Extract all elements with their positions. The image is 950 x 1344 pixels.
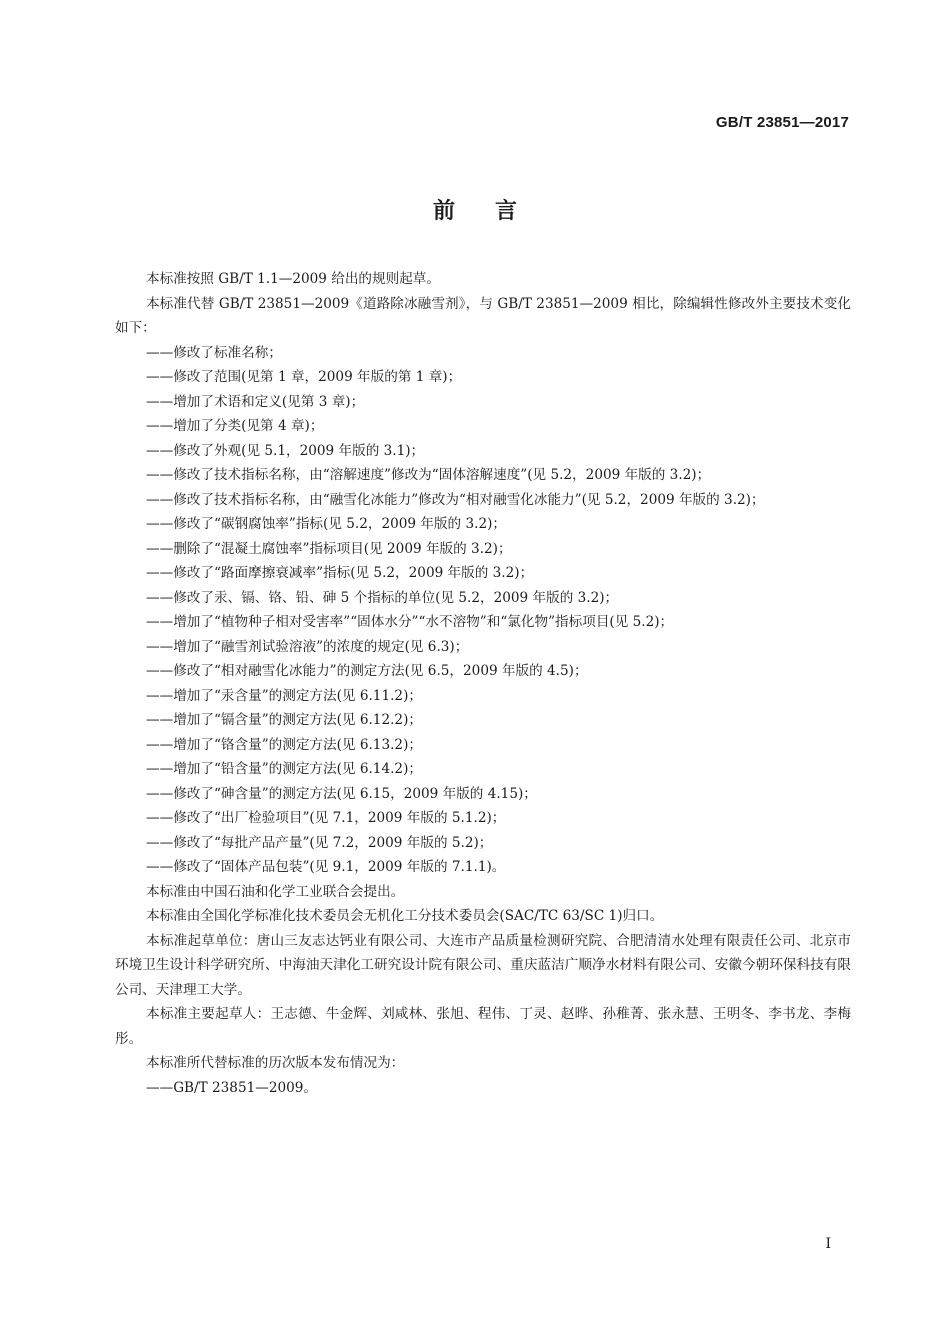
page-title: 前言 (432, 199, 557, 224)
list-item: ——增加了“镉含量”的测定方法(见 6.12.2)； (146, 712, 422, 728)
list-item: ——修改了“砷含量”的测定方法(见 6.15，2009 年版的 4.15)； (146, 785, 537, 802)
list-item: ——修改了“出厂检验项目”(见 7.1，2009 年版的 5.1.2)； (146, 810, 506, 826)
list-item: ——修改了汞、镉、铬、铅、砷 5 个指标的单位(见 5.2，2009 年版的 3.2)； (146, 589, 619, 606)
changes-list (115, 341, 851, 880)
list-item: ——修改了“路面摩擦衰减率”指标(见 5.2，2009 年版的 3.2)； (146, 565, 534, 581)
paragraph: 本标准主要起草人：王志德、牛金辉、刘咸林、张旭、程伟、丁灵、赵晔、孙稚菁、张永慧、王明冬、李书龙、李梅彤。 (115, 1006, 851, 1047)
list-item: ——增加了“铅含量”的测定方法(见 6.14.2)； (146, 761, 422, 777)
paragraph: 本标准由中国石油和化学工业联合会提出。 (146, 883, 405, 900)
list-item: ——增加了“融雪剂试验溶液”的浓度的规定(见 6.3)； (146, 638, 469, 655)
paragraph: 本标准所代替标准的历次版本发布情况为： (146, 1055, 405, 1071)
list-item: ——增加了分类(见第 4 章)； (146, 418, 324, 434)
list-item: ——修改了“碳钢腐蚀率”指标(见 5.2，2009 年版的 3.2)； (146, 516, 506, 532)
list-item: ——增加了“汞含量”的测定方法(见 6.11.2)； (146, 687, 422, 704)
list-item: ——修改了“固体产品包装”(见 9.1，2009 年版的 7.1.1)。 (146, 859, 506, 875)
paragraph: 本标准起草单位：唐山三友志达钙业有限公司、大连市产品质量检测研究院、合肥清清水处理有限责任公司、北京市环境卫生设计科学研究所、中海油天津化工研究设计院有限公司、重庆蓝洁广顺净水材料有限公司、安徽今朝环保科技有限公司、天津理工大学。 (115, 932, 851, 998)
list-item: ——增加了“植物种子相对受害率”“固体水分”“水不溶物”和“氯化物”指标项目(见 5.2)； (146, 614, 674, 630)
list-item: ——修改了“每批产品产量”(见 7.2，2009 年版的 5.2)； (146, 834, 493, 851)
list-item: ——修改了标准名称； (146, 344, 282, 361)
paragraph: 本标准由全国化学标准化技术委员会无机化工分技术委员会(SAC/TC 63/SC 1)归口。 (146, 908, 664, 924)
paragraph: 本标准按照 GB/T 1.1—2009 给出的规则起草。 (146, 271, 440, 287)
list-item: ——修改了“相对融雪化冰能力”的测定方法(见 6.5，2009 年版的 4.5)； (146, 663, 588, 679)
list-item: ——增加了“铬含量”的测定方法(见 6.13.2)； (146, 736, 422, 753)
list-item: ——修改了技术指标名称，由“溶解速度”修改为“固体溶解速度”(见 5.2，2009 年版的 3.2)； (146, 467, 711, 483)
standard-code: GB/T 23851—2017 (715, 114, 849, 131)
list-item: ——增加了术语和定义(见第 3 章)； (146, 393, 365, 410)
list-item: ——修改了范围(见第 1 章，2009 年版的第 1 章)； (146, 369, 462, 385)
list-item: ——修改了外观(见 5.1，2009 年版的 3.1)； (146, 442, 425, 459)
list-item: ——GB/T 23851—2009。 (146, 1079, 318, 1096)
list-item: ——修改了技术指标名称，由“融雪化冰能力”修改为“相对融雪化冰能力”(见 5.2，2009 年版的 3.2)； (146, 491, 765, 508)
page-number: I (825, 1236, 831, 1252)
paragraph: 本标准代替 GB/T 23851—2009《道路除冰融雪剂》，与 GB/T 23851—2009 相比，除编辑性修改外主要技术变化如下： (115, 295, 851, 336)
list-item: ——删除了“混凝土腐蚀率”指标项目(见 2009 年版的 3.2)； (146, 540, 512, 557)
foreword-body (115, 267, 851, 1100)
